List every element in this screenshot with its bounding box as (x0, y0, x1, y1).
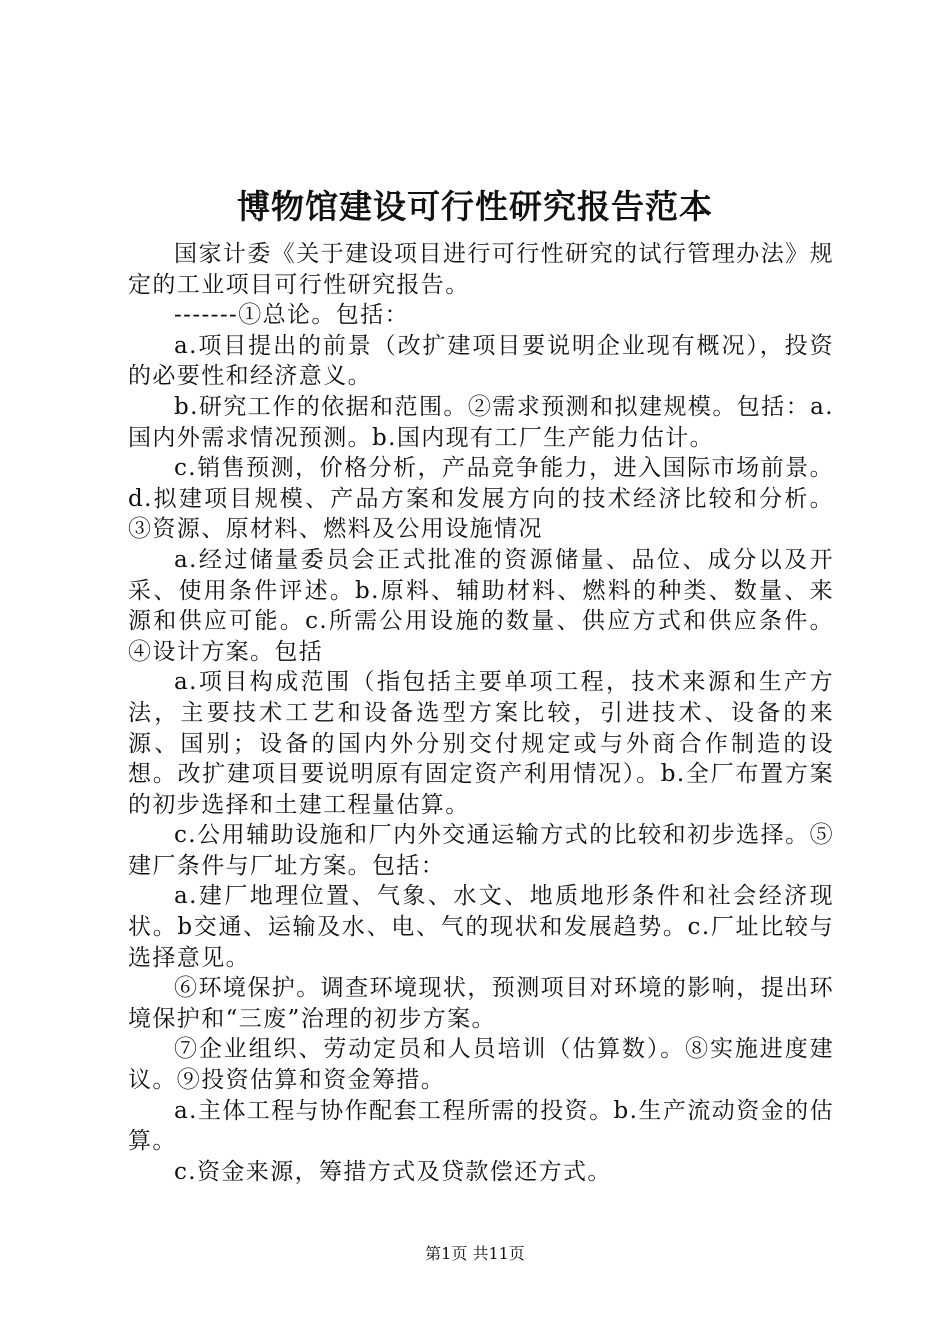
paragraph: a.项目提出的前景（改扩建项目要说明企业现有概况），投资的必要性和经济意义。 (128, 332, 834, 390)
paragraph: a.主体工程与协作配套工程所需的投资。b.生产流动资金的估算。 (128, 1097, 834, 1155)
page-number-footer: 第1页 共11页 (425, 1244, 525, 1263)
paragraph: a.经过储量委员会正式批准的资源储量、品位、成分以及开采、使用条件评述。b.原料、辅助材料、燃料的种类、数量、来源和供应可能。c.所需公用设施的数量、供应方式和供应条件。④设计方案。包括 (128, 546, 834, 665)
paragraph: a.项目构成范围（指包括主要单项工程，技术来源和生产方法，主要技术工艺和设备选型方案比较，引进技术、设备的来源、国别；设备的国内外分别交付规定或与外商合作制造的设想。改扩建项目要说明原有固定资产利用情况）。b.全厂布置方案的初步选择和土建工程量估算。 (128, 669, 834, 818)
document-title: 博物馆建设可行性研究报告范本 (237, 187, 713, 226)
paragraph: b.研究工作的依据和范围。②需求预测和拟建规模。包括：a.国内外需求情况预测。b.国内现有工厂生产能力估计。 (128, 393, 834, 451)
paragraph: c.销售预测，价格分析，产品竞争能力，进入国际市场前景。d.拟建项目规模、产品方案和发展方向的技术经济比较和分析。③资源、原材料、燃料及公用设施情况 (128, 455, 834, 543)
paragraph: ⑥环境保护。调查环境现状，预测项目对环境的影响，提出环境保护和“三废”治理的初步方案。 (128, 975, 834, 1032)
paragraph: c.公用辅助设施和厂内外交通运输方式的比较和初步选择。⑤建厂条件与厂址方案。包括： (128, 822, 834, 879)
paragraph: 国家计委《关于建设项目进行可行性研究的试行管理办法》规定的工业项目可行性研究报告。 (128, 241, 834, 298)
document-body (128, 239, 834, 1187)
paragraph: c.资金来源，筹措方式及贷款偿还方式。 (174, 1158, 612, 1185)
paragraph: a.建厂地理位置、气象、水文、地质地形条件和社会经济现状。b交通、运输及水、电、气的现状和发展趋势。c.厂址比较与选择意见。 (128, 883, 834, 971)
paragraph: ⑦企业组织、劳动定员和人员培训（估算数）。⑧实施进度建议。⑨投资估算和资金筹措。 (128, 1036, 834, 1094)
paragraph: -------①总论。包括： (174, 302, 410, 329)
